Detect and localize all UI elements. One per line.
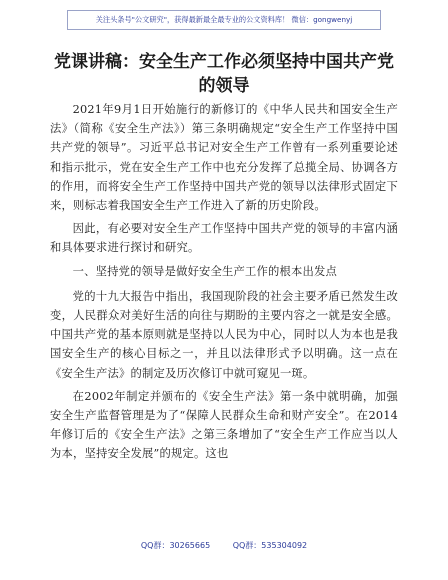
paragraph-2: 因此，有必要对安全生产工作坚持中国共产党的领导的丰富内涵和具体要求进行探讨和研究。 <box>50 222 398 255</box>
paragraph-1: 2021年9月1日开始施行的新修订的《中华人民共和国安全生产法》（简称《安全生产法》）第三条明确规定“安全生产工作坚持中国共产党的领导”。习近平总书记对安全生产工作曾有一系列重要论述和指示批示，党在安全生产工作中也充分发挥了总揽全局、协调各方的作用，而将安全生产工作坚持中国共产党的领导以法律形式固定下来，则标志着我国安全生产工作进入了新的历史阶段。 <box>50 103 398 213</box>
footer-qq-group-1: QQ群：30265665 <box>140 541 211 550</box>
paragraph-3: 党的十九大报告中指出，我国现阶段的社会主要矛盾已然发生改变，人民群众对美好生活的向往与期盼的主要内容之一就是安全感。中国共产党的基本原则就是坚持以人民为中心，同时以人为本也是我国安全生产的核心目标之一，并且以法律形式予以明确。这一点在《安全生产法》的制定及历次修订中就可窥见一斑。 <box>50 289 398 380</box>
paragraph-4: 在2002年制定并颁布的《安全生产法》第一条中就明确，加强安全生产监督管理是为了“保障人民群众生命和财产安全”。在2014年修订后的《安全生产法》之第三条增加了“安全生产工作应当以人为本，坚持安全发展”的规定。这也 <box>50 389 398 461</box>
document-body <box>50 100 398 468</box>
footer-qq-group-2: QQ群：535304092 <box>232 541 308 550</box>
title-line-1: 党课讲稿：安全生产工作必须坚持中国共产党 <box>54 52 394 72</box>
section-heading-1: 一、坚持党的领导是做好安全生产工作的根本出发点 <box>72 264 338 278</box>
page-footer <box>0 540 448 551</box>
document-title <box>30 50 418 98</box>
promo-banner: 关注头条号"公文研究"，获得最新最全最专业的公文资料库！ 微信：gongwenyj <box>67 10 381 30</box>
title-line-2: 的领导 <box>198 76 250 96</box>
